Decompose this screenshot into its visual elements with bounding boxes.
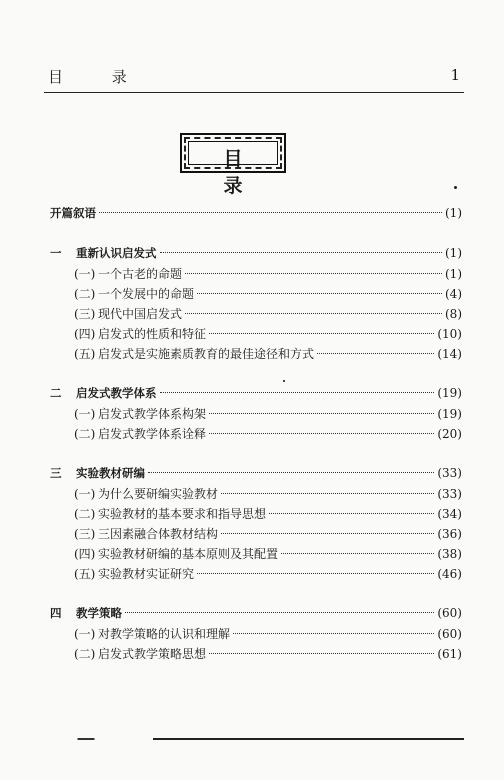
toc-entry-2-2[interactable] [74, 425, 462, 443]
toc-entry-page: (46) [437, 567, 462, 581]
toc-entry-page: (1) [445, 267, 462, 281]
toc-entry-page: (1) [445, 206, 462, 220]
toc-entry-3-1[interactable] [74, 485, 462, 503]
toc-entry-1-2[interactable] [74, 285, 462, 303]
toc-entry-page: (61) [437, 647, 462, 661]
subsection-number: (五) [74, 567, 96, 581]
toc-entry-page: (19) [437, 407, 462, 421]
toc-entry-label: 启发式教学体系构架 [98, 407, 207, 421]
running-head-title: 目 录 [48, 68, 149, 86]
toc-entry-label: 现代中国启发式 [98, 307, 183, 321]
running-head [48, 66, 460, 86]
toc-entry-label: 对教学策略的认识和理解 [98, 627, 231, 641]
section-number: 四 [50, 606, 62, 620]
toc-entry-label: 实验教材实证研究 [98, 567, 195, 581]
stray-mark [283, 380, 285, 382]
toc-entry-label: 实验教材研编 [76, 466, 145, 480]
toc-entry-page: (1) [445, 246, 462, 260]
toc-entry-page: (20) [437, 427, 462, 441]
toc-entry-label: 启发式教学策略思想 [98, 647, 207, 661]
subsection-number: (一) [74, 487, 96, 501]
leader-dots [197, 293, 442, 294]
subsection-number: (四) [74, 327, 96, 341]
leader-dots [233, 633, 434, 634]
toc-entry-label: 为什么要研编实验教材 [98, 487, 219, 501]
page-title: 目 录 [223, 148, 261, 197]
toc-entry-section-3[interactable] [50, 465, 462, 483]
toc-entry-page: (14) [437, 347, 462, 361]
leader-dots [185, 273, 442, 274]
toc-entry-page: (33) [437, 466, 462, 480]
toc-entry-label: 一个古老的命题 [98, 267, 183, 281]
header-rule [44, 92, 464, 93]
toc-entry-label: 启发式教学体系诠释 [98, 427, 207, 441]
toc-entry-4-2[interactable] [74, 645, 462, 663]
footer-rule [44, 738, 464, 740]
leader-dots [317, 353, 434, 354]
toc-entry-label: 三因素融合体教材结构 [98, 527, 219, 541]
stray-dot [454, 186, 457, 189]
leader-dots [221, 533, 434, 534]
leader-dots [197, 573, 434, 574]
subsection-number: (五) [74, 347, 96, 361]
toc-entry-3-3[interactable] [74, 525, 462, 543]
toc-entry-label: 一个发展中的命题 [98, 287, 195, 301]
toc-entry-section-2[interactable] [50, 385, 462, 403]
title-ornamental-frame [180, 133, 286, 197]
leader-dots [281, 553, 434, 554]
subsection-number: (一) [74, 267, 96, 281]
leader-dots [269, 513, 434, 514]
leader-dots [209, 433, 434, 434]
leader-dots [148, 472, 434, 473]
leader-dots [99, 212, 442, 213]
subsection-number: (三) [74, 527, 96, 541]
toc-entry-1-5[interactable] [74, 345, 462, 363]
toc-entry-1-3[interactable] [74, 305, 462, 323]
leader-dots [160, 392, 435, 393]
subsection-number: (一) [74, 407, 96, 421]
leader-dots [209, 333, 434, 334]
toc-entry-page: (34) [437, 507, 462, 521]
leader-dots [209, 413, 434, 414]
toc-entry-page: (10) [437, 327, 462, 341]
toc-entry-label: 重新认识启发式 [76, 246, 157, 260]
section-number: 二 [50, 386, 62, 400]
toc-entry-3-2[interactable] [74, 505, 462, 523]
toc-entry-label: 教学策略 [76, 606, 122, 620]
toc-entry-label: 实验教材研编的基本原则及其配置 [98, 547, 279, 561]
toc-entry-opening[interactable] [50, 205, 462, 223]
toc-entry-label: 启发式是实施素质教育的最佳途径和方式 [98, 347, 315, 361]
toc-entry-4-1[interactable] [74, 625, 462, 643]
toc-entry-3-5[interactable] [74, 565, 462, 583]
subsection-number: (四) [74, 547, 96, 561]
subsection-number: (二) [74, 427, 96, 441]
subsection-number: (二) [74, 507, 96, 521]
subsection-number: (二) [74, 287, 96, 301]
toc-entry-page: (33) [437, 487, 462, 501]
leader-dots [160, 252, 443, 253]
toc-entry-page: (38) [437, 547, 462, 561]
leader-dots [209, 653, 434, 654]
subsection-number: (三) [74, 307, 96, 321]
toc-entry-page: (36) [437, 527, 462, 541]
toc-entry-label: 启发式教学体系 [76, 386, 157, 400]
toc-entry-page: (8) [445, 307, 462, 321]
toc-entry-page: (4) [445, 287, 462, 301]
subsection-number: (二) [74, 647, 96, 661]
leader-dots [185, 313, 442, 314]
section-number: 三 [50, 466, 62, 480]
toc-entry-page: (19) [437, 386, 462, 400]
toc-entry-1-4[interactable] [74, 325, 462, 343]
toc-entry-2-1[interactable] [74, 405, 462, 423]
toc-entry-section-4[interactable] [50, 605, 462, 623]
toc-entry-page: (60) [437, 606, 462, 620]
subsection-number: (一) [74, 627, 96, 641]
leader-dots [125, 612, 434, 613]
toc-entry-label: 启发式的性质和特征 [98, 327, 207, 341]
page-number: 1 [450, 66, 460, 84]
leader-dots [221, 493, 434, 494]
toc-entry-label: 开篇叙语 [50, 206, 96, 220]
toc-entry-1-1[interactable] [74, 265, 462, 283]
toc-entry-label: 实验教材的基本要求和指导思想 [98, 507, 267, 521]
toc-entry-section-1[interactable] [50, 245, 462, 263]
toc-entry-3-4[interactable] [74, 545, 462, 563]
section-number: 一 [50, 246, 62, 260]
toc-entry-page: (60) [437, 627, 462, 641]
